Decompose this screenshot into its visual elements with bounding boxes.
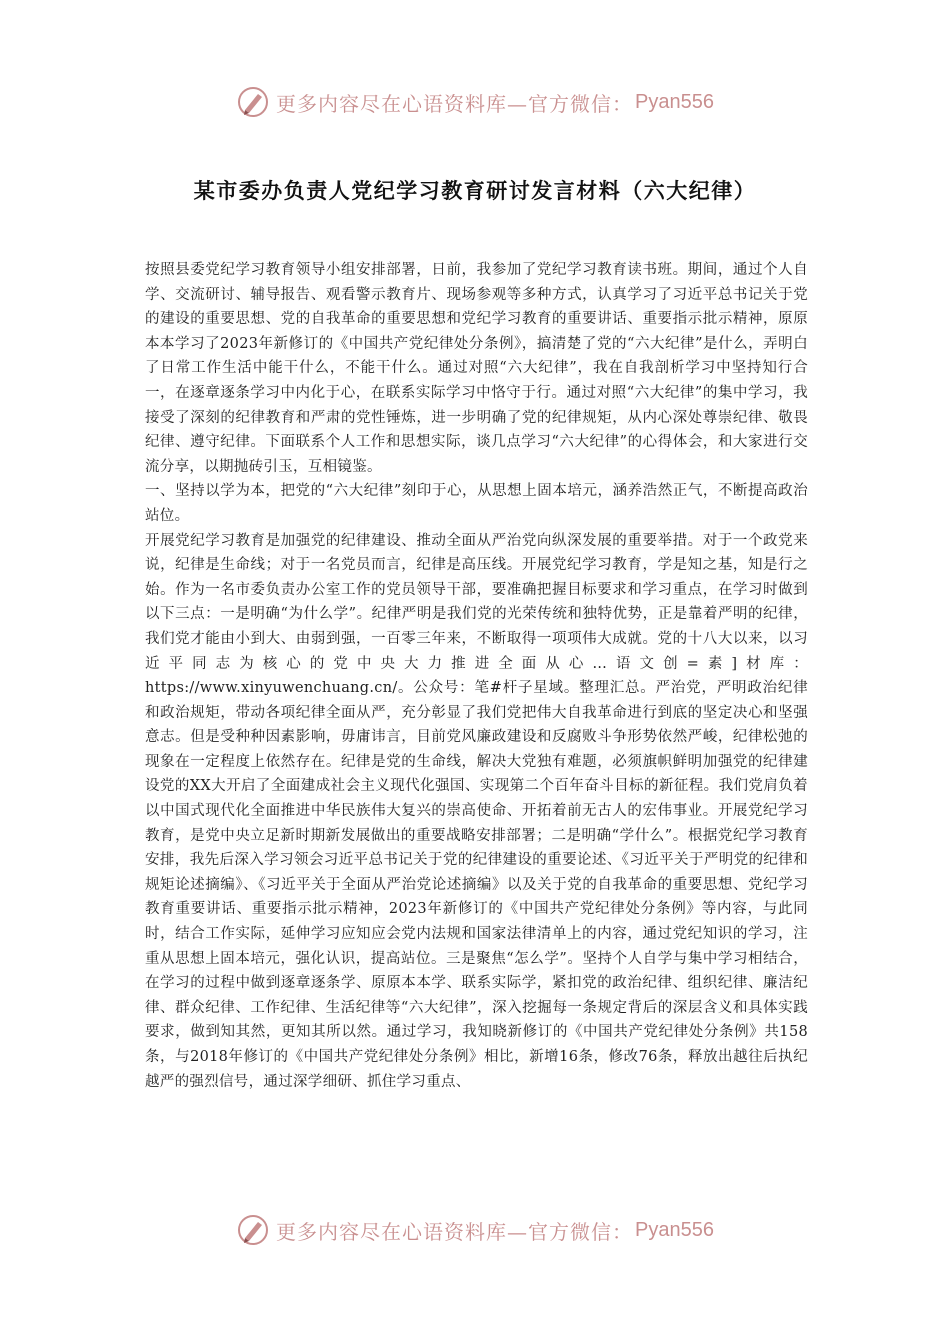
banner-wechat-id: Pyan556 bbox=[635, 90, 714, 113]
watermark-banner-bottom bbox=[0, 1208, 950, 1252]
document-title: 某市委办负责人党纪学习教育研讨发言材料（六大纪律） bbox=[193, 178, 757, 203]
paragraph-section-1: 开展党纪学习教育是加强党的纪律建设、推动全面从严治党向纵深发展的重要举措。对于一个政党来说，纪律是生命线；对于一名党员而言，纪律是高压线。开展党纪学习教育，学是知之基，知是行之始。作为一名市委负责办公室工作的党员领导干部，要准确把握目标要求和学习重点，在学习时做到以下三点：一是明确“为什么学”。纪律严明是我们党的光荣传统和独特优势，正是靠着严明的纪律，我们党才能由小到大、由弱到强，一百零三年来，不断取得一项项伟大成就。党的十八大以来，以习近平同志为核心的党中央大力推进全面从心…语文创=素]材库：https://www.xinyuwenchuang.cn/。公众号：笔#杆子星域。整理汇总。严治党，严明政治纪律和政治规矩，带动各项纪律全面从严，充分彰显了我们党把伟大自我革命进行到底的坚定决心和坚强意志。但是受种种因素影响，毋庸讳言，目前党风廉政建设和反腐败斗争形势依然严峻，纪律松弛的现象在一定程度上依然存在。纪律是党的生命线，解决大党独有难题，必须旗帜鲜明加强党的纪律建设党的XX大开启了全面建成社会主义现代化强国、实现第二个百年奋斗目标的新征程。我们党肩负着以中国式现代化全面推进中华民族伟大复兴的崇高使命、开拓着前无古人的宏伟事业。开展党纪学习教育，是党中央立足新时期新发展做出的重要战略安排部署；二是明确“学什么”。根据党纪学习教育安排，我先后深入学习领会习近平总书记关于党的纪律建设的重要论述、《习近平关于严明党的纪律和规矩论述摘编》、《习近平关于全面从严治党论述摘编》以及关于党的自我革命的重要思想、党纪学习教育重要讲话、重要指示批示精神，2023年新修订的《中国共产党纪律处分条例》等内容，与此同时，结合工作实际，延伸学习应知应会党内法规和国家法律清单上的内容，通过党纪知识的学习，注重从思想上固本培元，强化认识，提高站位。三是聚焦“怎么学”。坚持个人自学与集中学习相结合，在学习的过程中做到逐章逐条学、原原本本学、联系实际学，紧扣党的政治纪律、组织纪律、廉洁纪律、群众纪律、工作纪律、生活纪律等“六大纪律”，深入挖掘每一条规定背后的深层含义和具体实践要求，做到知其然，更知其所以然。通过学习，我知晓新修订的《中国共产党纪律处分条例》共158条，与2018年修订的《中国共产党纪律处分条例》相比，新增16条，修改76条，释放出越往后执纪越严的强烈信号，通过深学细研、抓住学习重点、 bbox=[145, 532, 808, 1090]
section-heading-1: 一、坚持以学为本，把党的“六大纪律”刻印于心，从思想上固本培元，涵养浩然正气，不断提高政治站位。 bbox=[145, 483, 808, 524]
banner-text: 更多内容尽在心语资料库—官方微信： bbox=[276, 1219, 634, 1244]
watermark-banner-top bbox=[0, 80, 950, 124]
banner-text: 更多内容尽在心语资料库—官方微信： bbox=[276, 91, 634, 116]
pen-logo-icon bbox=[236, 1213, 270, 1247]
paragraph-intro: 按照县委党纪学习教育领导小组安排部署，日前，我参加了党纪学习教育读书班。期间，通过个人自学、交流研讨、辅导报告、观看警示教育片、现场参观等多种方式，认真学习了习近平总书记关于党的建设的重要思想、党的自我革命的重要思想和党纪学习教育的重要讲话、重要指示批示精神，原原本本学习了2023年新修订的《中国共产党纪律处分条例》，搞清楚了党的“六大纪律”是什么，弄明白了日常工作生活中能干什么，不能干什么。通过对照“六大纪律”，我在自我剖析学习中坚持知行合一，在逐章逐条学习中内化于心，在联系实际学习中恪守于行。通过对照“六大纪律”的集中学习，我接受了深刻的纪律教育和严肃的党性锤炼，进一步明确了党的纪律规矩，从内心深处尊崇纪律、敬畏纪律、遵守纪律。下面联系个人工作和思想实际，谈几点学习“六大纪律”的心得体会，和大家进行交流分享，以期抛砖引玉，互相镜鉴。 bbox=[145, 262, 808, 475]
banner-wechat-id: Pyan556 bbox=[635, 1218, 714, 1241]
pen-logo-icon bbox=[236, 85, 270, 119]
document-body bbox=[145, 258, 808, 1094]
